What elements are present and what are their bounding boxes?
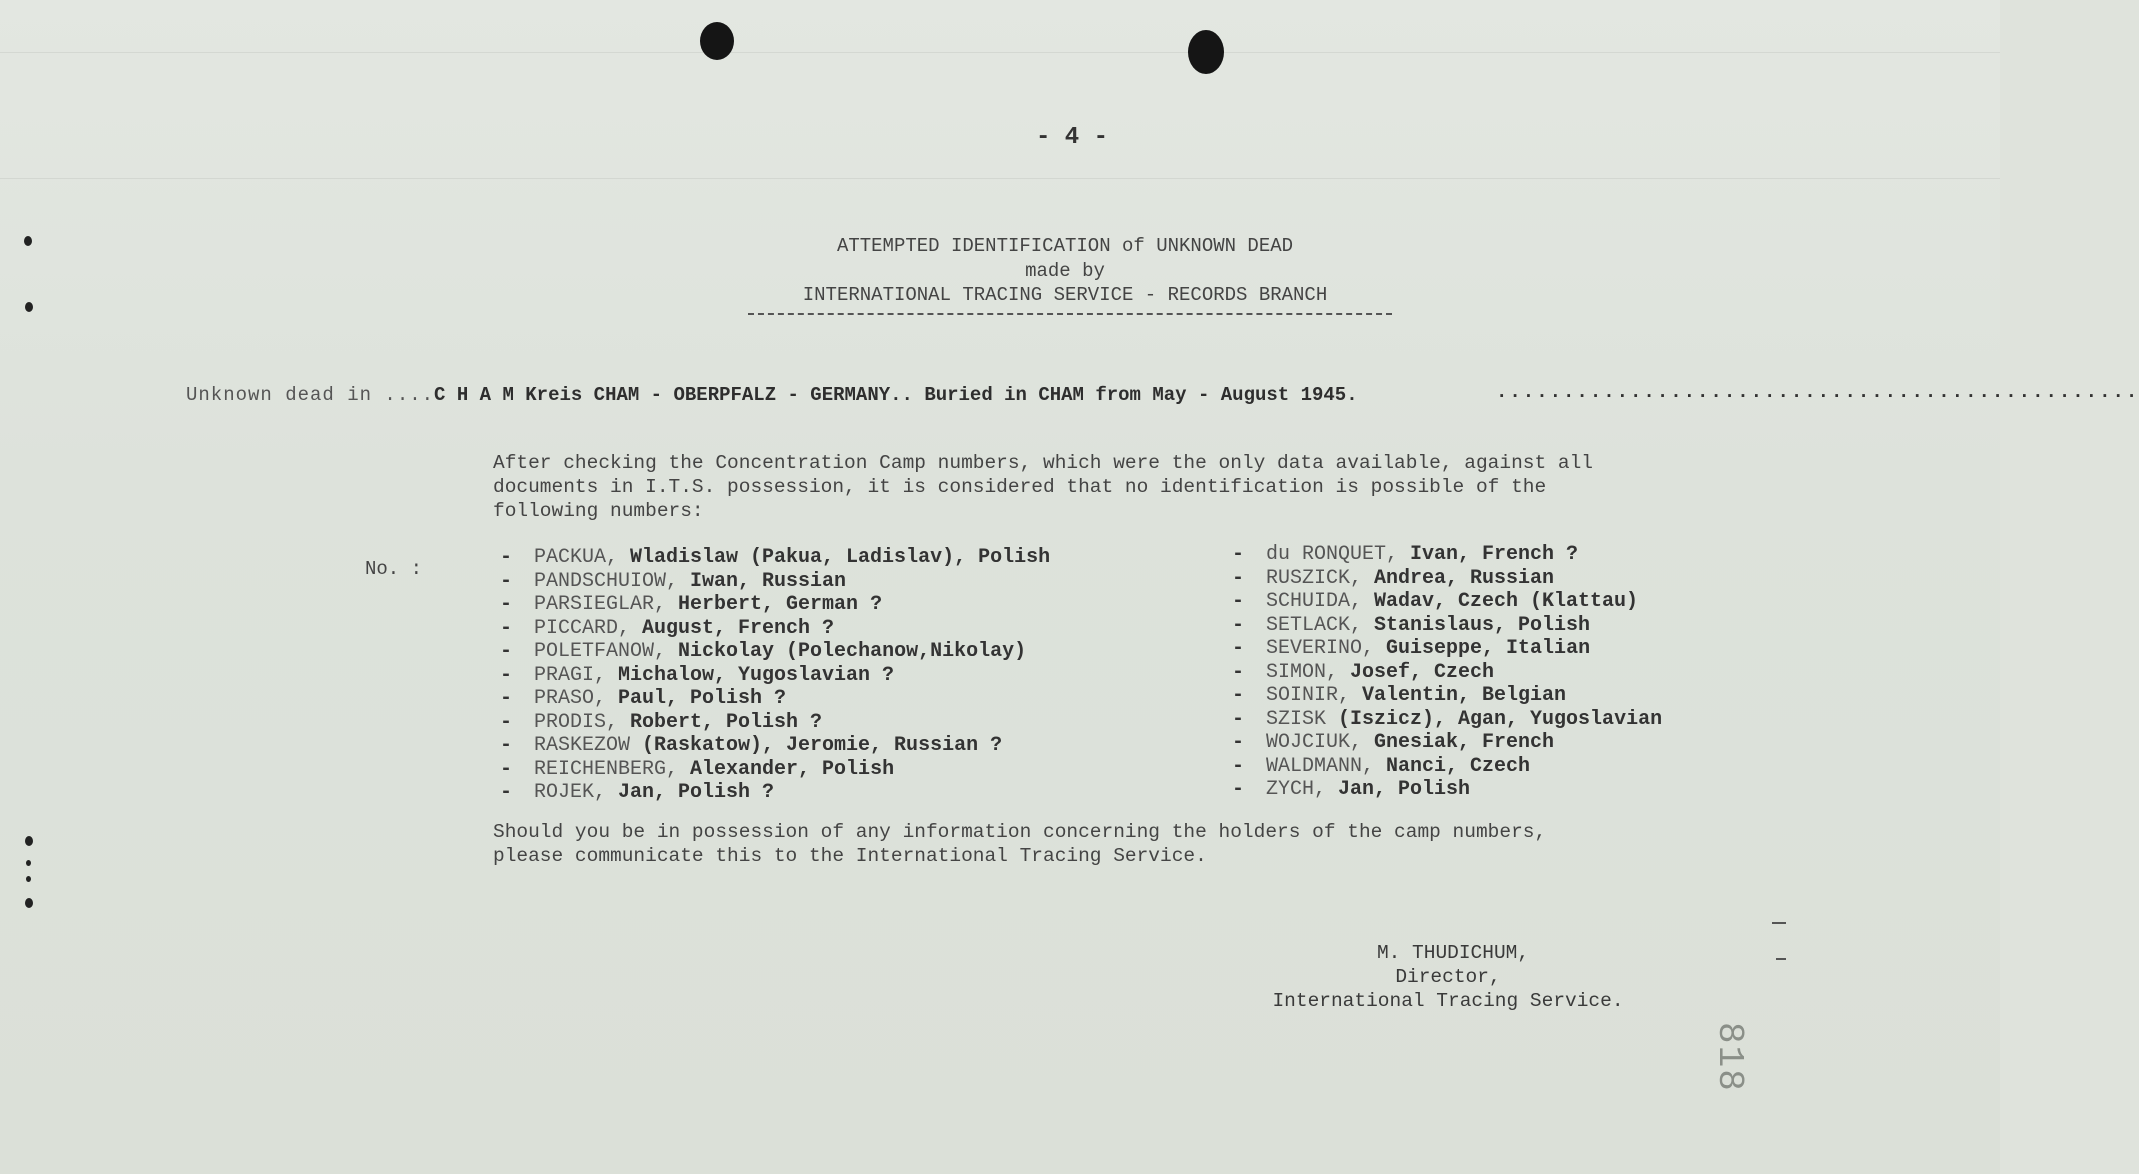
entry-details: Jan, Polish ? [606, 781, 775, 804]
margin-mark [25, 302, 33, 312]
heading-line-1: ATTEMPTED IDENTIFICATION of UNKNOWN DEAD [836, 235, 1294, 257]
intro-line-1: After checking the Concentration Camp numbers, which were the only data available, against all [493, 452, 1593, 474]
entry-details: (Iszicz), Agan, Yugoslavian [1326, 707, 1663, 731]
list-dash: - [1232, 731, 1245, 754]
entry-details: Nanci, Czech [1374, 754, 1531, 778]
name-entry [1232, 590, 1662, 614]
entry-details: Josef, Czech [1338, 660, 1495, 684]
entry-surname: RASKEZOW [534, 734, 631, 757]
entry-details: Gnesiak, French [1362, 731, 1555, 754]
name-entry [500, 734, 1050, 758]
list-dash: - [1232, 684, 1245, 707]
name-entry [500, 617, 1050, 641]
closing-line-1: Should you be in possession of any information concerning the holders of the camp numbers, [493, 821, 1547, 843]
name-entry [1232, 684, 1662, 708]
name-entry [500, 758, 1050, 782]
list-dash: - [500, 757, 513, 781]
entry-surname: PRAGI, [534, 663, 607, 687]
name-entry [500, 687, 1050, 711]
name-entry [500, 640, 1050, 664]
name-entry [1232, 567, 1662, 591]
entry-surname: POLETFANOW, [534, 640, 667, 663]
intro-line-3: following numbers: [493, 500, 704, 522]
heading-line-2: made by [1025, 260, 1105, 282]
entry-surname: SCHUIDA, [1266, 590, 1363, 613]
entry-details: Wladislaw (Pakua, Ladislav), Polish [618, 546, 1051, 569]
name-entry [1232, 661, 1662, 685]
heading-line-3: INTERNATIONAL TRACING SERVICE - RECORDS BRANCH [802, 284, 1328, 306]
entry-surname: PICCARD, [534, 616, 631, 640]
name-entry [500, 570, 1050, 594]
list-dash: - [500, 593, 513, 616]
list-dash: - [1232, 637, 1245, 660]
entry-details: Robert, Polish ? [618, 710, 823, 734]
signature-block [1228, 941, 1668, 1013]
entry-details: Alexander, Polish [678, 757, 895, 781]
name-entry [500, 664, 1050, 688]
margin-mark [1776, 958, 1786, 960]
entry-surname: SIMON, [1266, 660, 1339, 684]
numbers-label: No. : [365, 558, 423, 580]
margin-mark [1772, 922, 1786, 924]
list-dash: - [500, 640, 513, 663]
entry-surname: WOJCIUK, [1266, 731, 1363, 754]
name-entry [500, 546, 1050, 570]
list-dash: - [500, 569, 513, 593]
list-dash: - [500, 546, 513, 569]
entry-surname: SOINIR, [1266, 684, 1351, 707]
name-entry [1232, 637, 1662, 661]
entry-surname: PANDSCHUIOW, [534, 569, 679, 593]
entry-details: Jan, Polish [1326, 778, 1471, 801]
entry-details: Stanislaus, Polish [1362, 613, 1591, 637]
entry-details: Herbert, German ? [666, 593, 883, 616]
list-dash: - [1232, 754, 1245, 778]
list-dash: - [500, 663, 513, 687]
entry-details: Guiseppe, Italian [1374, 637, 1591, 660]
name-entry [1232, 778, 1662, 802]
list-dash: - [500, 734, 513, 757]
names-list-left [500, 546, 1050, 805]
list-dash: - [1232, 613, 1245, 637]
unknown-dead-lead: Unknown dead in .... [186, 384, 435, 406]
entry-details: (Raskatow), Jeromie, Russian ? [630, 734, 1003, 757]
name-entry [500, 593, 1050, 617]
entry-details: Paul, Polish ? [606, 687, 787, 710]
entry-surname: PACKUA, [534, 546, 619, 569]
entry-surname: PRODIS, [534, 710, 619, 734]
entry-surname: REICHENBERG, [534, 757, 679, 781]
entry-details: Michalow, Yugoslavian ? [606, 663, 895, 687]
entry-surname: SZISK [1266, 707, 1327, 731]
list-dash: - [1232, 543, 1245, 566]
names-list-right [1232, 543, 1662, 802]
unknown-dead-line [186, 384, 1358, 406]
name-entry [1232, 731, 1662, 755]
archive-number-stamp: 818 [1709, 1022, 1750, 1093]
entry-surname: RUSZICK, [1266, 566, 1363, 590]
margin-mark [26, 860, 31, 866]
margin-mark [25, 898, 33, 908]
signatory-title: Director, [1395, 966, 1501, 988]
entry-surname: SETLACK, [1266, 613, 1363, 637]
list-dash: - [1232, 660, 1245, 684]
signatory-organization: International Tracing Service. [1272, 990, 1624, 1012]
entry-surname: ROJEK, [534, 781, 607, 804]
entry-surname: du RONQUET, [1266, 543, 1399, 566]
list-dash: - [1232, 566, 1245, 590]
signatory-name: M. THUDICHUM, [1376, 942, 1530, 964]
name-entry [1232, 543, 1662, 567]
page-number: - 4 - [1036, 124, 1109, 151]
list-dash: - [500, 616, 513, 640]
entry-surname: SEVERINO, [1266, 637, 1375, 660]
heading-underline [748, 313, 1392, 315]
name-entry [500, 711, 1050, 735]
entry-details: Iwan, Russian [678, 569, 847, 593]
paper-crease [0, 52, 2000, 53]
list-dash: - [500, 710, 513, 734]
entry-surname: WALDMANN, [1266, 754, 1375, 778]
margin-mark [26, 876, 31, 882]
punch-hole [1188, 30, 1224, 74]
entry-surname: PARSIEGLAR, [534, 593, 667, 616]
intro-line-2: documents in I.T.S. possession, it is considered that no identification is possible of the [493, 476, 1547, 498]
list-dash: - [500, 687, 513, 710]
entry-details: Ivan, French ? [1398, 543, 1579, 566]
name-entry [1232, 708, 1662, 732]
entry-details: Nickolay (Polechanow,Nikolay) [666, 640, 1027, 663]
name-entry [500, 781, 1050, 805]
leader-dots: ................................................ [1496, 381, 2139, 403]
entry-surname: PRASO, [534, 687, 607, 710]
list-dash: - [1232, 590, 1245, 613]
entry-details: Andrea, Russian [1362, 566, 1555, 590]
entry-details: Valentin, Belgian [1350, 684, 1567, 707]
name-entry [1232, 755, 1662, 779]
closing-line-2: please communicate this to the International Tracing Service. [493, 845, 1207, 867]
burial-location: C H A M Kreis CHAM - OBERPFALZ - GERMANY.. Buried in CHAM from May - August 1945. [434, 384, 1358, 406]
entry-details: August, French ? [630, 616, 835, 640]
margin-mark [24, 236, 32, 246]
list-dash: - [1232, 707, 1245, 731]
paper-crease [0, 178, 2000, 179]
margin-mark [25, 836, 33, 846]
punch-hole [700, 22, 734, 60]
entry-details: Wadav, Czech (Klattau) [1362, 590, 1639, 613]
list-dash: - [500, 781, 513, 804]
entry-surname: ZYCH, [1266, 778, 1327, 801]
name-entry [1232, 614, 1662, 638]
list-dash: - [1232, 778, 1245, 801]
